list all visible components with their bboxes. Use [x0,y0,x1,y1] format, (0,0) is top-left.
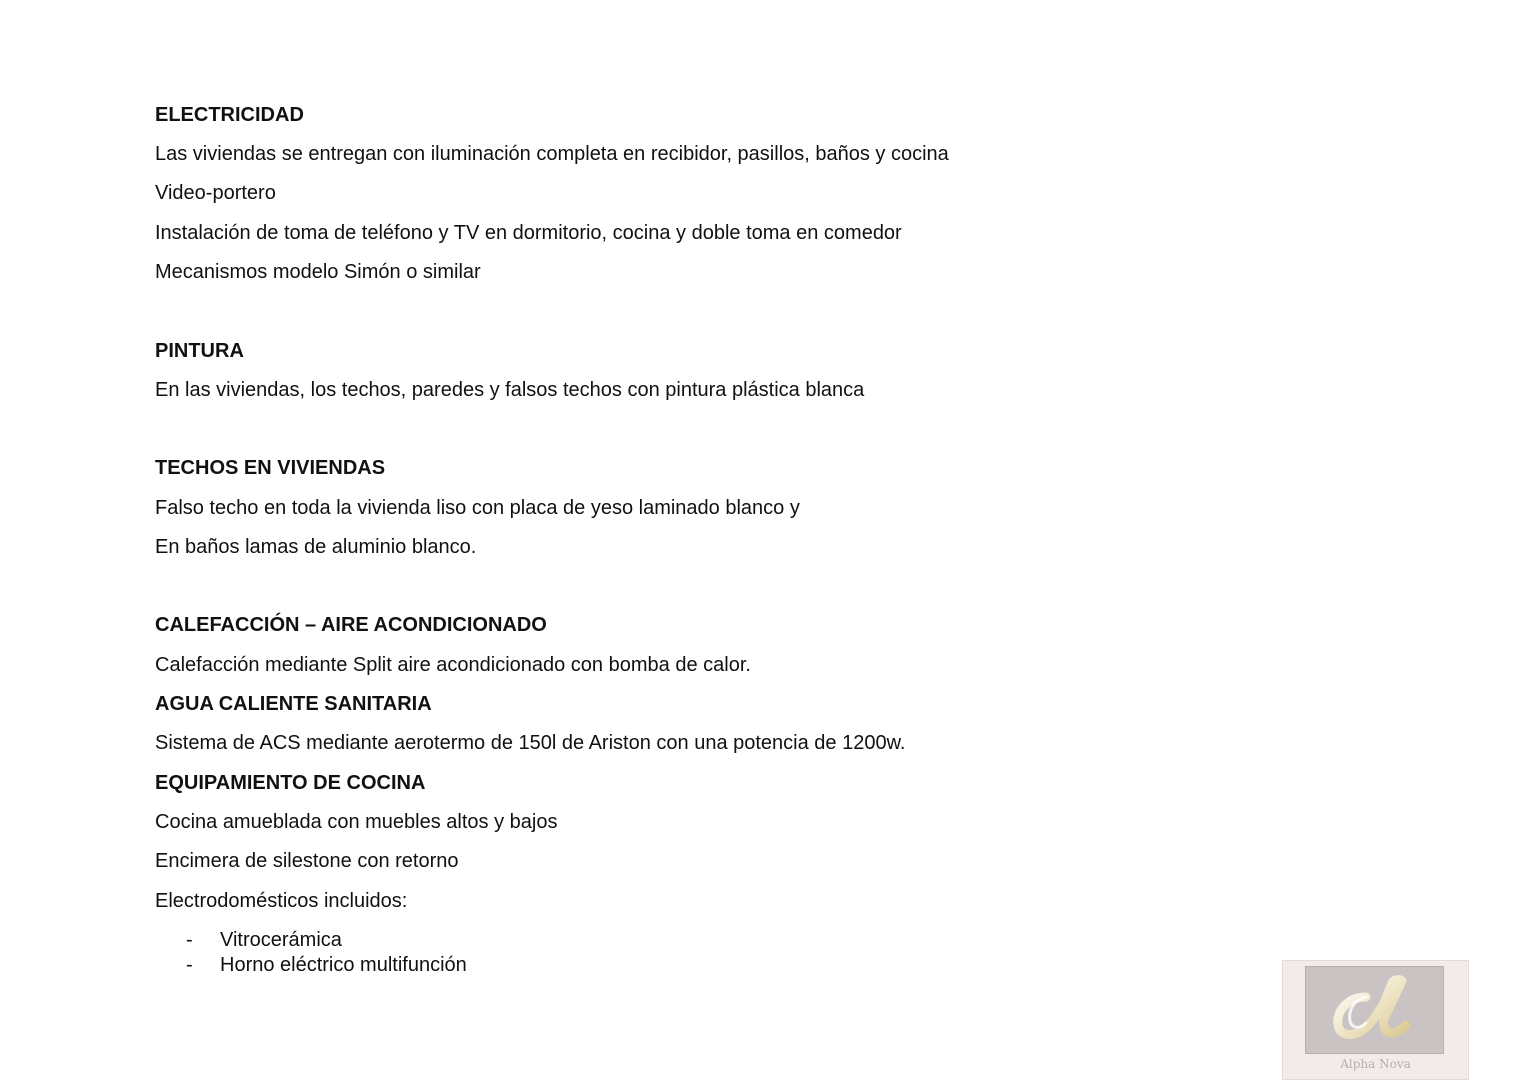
logo-emblem [1305,966,1444,1054]
alpha-symbol-icon [1306,967,1443,1053]
calefaccion-line-1: Calefacción mediante Split aire acondicionado con bomba de calor. [155,654,751,676]
techos-line-1: Falso techo en toda la vivienda liso con placa de yeso laminado blanco y [155,497,800,519]
agua-line-1: Sistema de ACS mediante aerotermo de 150l de Ariston con una potencia de 1200w. [155,732,906,754]
heading-pintura: PINTURA [155,340,244,362]
techos-line-2: En baños lamas de aluminio blanco. [155,536,477,558]
cocina-line-3: Electrodomésticos incluidos: [155,890,408,912]
alpha-nova-logo [1282,960,1469,1080]
cocina-line-1: Cocina amueblada con muebles altos y bajos [155,811,558,833]
electricidad-line-1: Las viviendas se entregan con iluminación completa en recibidor, pasillos, baños y cocina [155,143,949,165]
bullet-item-vitroceramica: Vitrocerámica [220,929,342,951]
heading-cocina: EQUIPAMIENTO DE COCINA [155,772,426,794]
bullet-marker: - [186,929,193,951]
logo-caption: Alpha Nova [1340,1057,1411,1071]
bullet-item-horno: Horno eléctrico multifunción [220,954,467,976]
electricidad-line-3: Instalación de toma de teléfono y TV en dormitorio, cocina y doble toma en comedor [155,222,902,244]
pintura-line-1: En las viviendas, los techos, paredes y falsos techos con pintura plástica blanca [155,379,865,401]
heading-calefaccion: CALEFACCIÓN – AIRE ACONDICIONADO [155,614,547,636]
bullet-marker: - [186,954,193,976]
heading-agua: AGUA CALIENTE SANITARIA [155,693,432,715]
heading-techos: TECHOS EN VIVIENDAS [155,457,386,479]
heading-electricidad: ELECTRICIDAD [155,104,304,126]
electricidad-line-4: Mecanismos modelo Simón o similar [155,261,481,283]
document-page [155,0,1255,1080]
electricidad-line-2: Video-portero [155,182,276,204]
cocina-line-2: Encimera de silestone con retorno [155,850,459,872]
